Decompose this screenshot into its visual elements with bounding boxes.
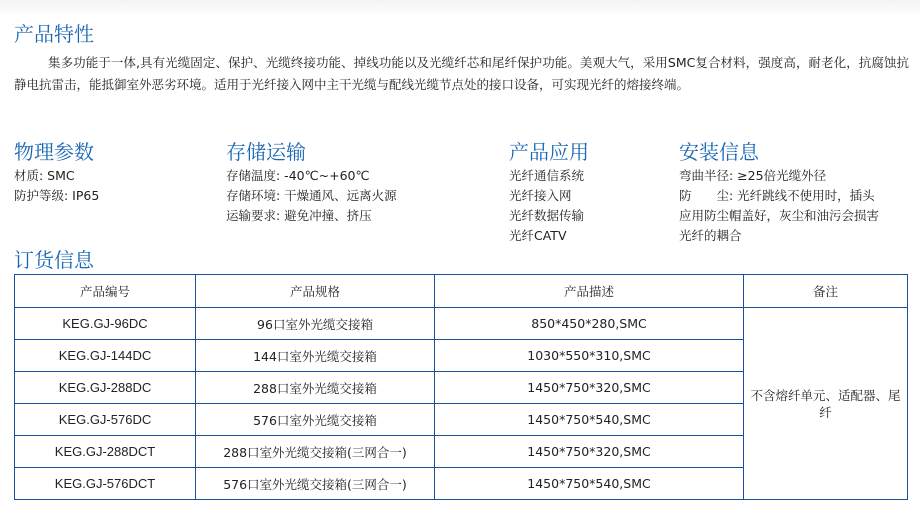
application-line: 光纤CATV [509,228,567,243]
product-spec-cell: 576口室外光缆交接箱 [196,404,435,436]
application-line: 光纤通信系统 [509,168,585,183]
column-header-description: 产品描述 [435,275,744,308]
storage-section [226,140,397,226]
product-description-cell: 1450*750*320,SMC [435,436,744,468]
product-code-cell: KEG.GJ-96DC [15,308,196,340]
physical-line: 防护等级: IP65 [14,188,100,203]
column-header-code: 产品编号 [15,275,196,308]
product-code-cell: KEG.GJ-576DC [15,404,196,436]
product-spec-cell: 288口室外光缆交接箱 [196,372,435,404]
product-features-title: 产品特性 [14,22,94,46]
product-features-description: 集多功能于一体,具有光缆固定、保护、光缆终接功能、掉线功能以及光缆纤芯和尾纤保护功能。美观大气，采用SMC复合材料，强度高，耐老化，抗腐蚀抗静电抗雷击，能抵御室外恶劣环境。适用于光纤接入网中主干光缆与配线光缆节点处的接口设备，可实现光纤的熔接终端。 [14,55,909,92]
column-header-spec: 产品规格 [196,275,435,308]
physical-line: 材质: SMC [14,168,75,183]
ordering-title: 订货信息 [14,248,94,272]
product-code-cell: KEG.GJ-288DCT [15,436,196,468]
product-code-cell: KEG.GJ-144DC [15,340,196,372]
table-header-row [15,275,908,308]
product-spec-cell: 144口室外光缆交接箱 [196,340,435,372]
table-row [15,308,908,340]
installation-line: 弯曲半径: ≥25倍光缆外径 [679,168,827,183]
product-spec-cell: 576口室外光缆交接箱(三网合一) [196,468,435,500]
storage-line: 存储温度: -40℃~+60℃ [226,168,370,183]
note-cell: 不含熔纤单元、适配器、尾纤 [744,308,908,500]
product-code-cell: KEG.GJ-576DCT [15,468,196,500]
installation-line: 光纤的耦合 [679,228,742,243]
storage-title: 存储运输 [226,140,306,164]
application-line: 光纤接入网 [509,188,572,203]
application-title: 产品应用 [509,140,589,164]
installation-line: 应用防尘帽盖好，灰尘和油污会损害 [679,208,880,223]
product-description-cell: 1450*750*320,SMC [435,372,744,404]
storage-line: 运输要求: 避免冲撞、挤压 [226,208,372,223]
installation-line: 防 尘: 光纤跳线不使用时，插头 [679,188,875,203]
installation-section [679,140,879,246]
product-code-cell: KEG.GJ-288DC [15,372,196,404]
application-section [509,140,589,246]
top-band [0,0,920,18]
product-description-cell: 850*450*280,SMC [435,308,744,340]
application-line: 光纤数据传输 [509,208,585,223]
installation-title: 安装信息 [679,140,759,164]
product-description-cell: 1450*750*540,SMC [435,404,744,436]
product-spec-cell: 288口室外光缆交接箱(三网合一) [196,436,435,468]
storage-line: 存储环境: 干燥通风、远离火源 [226,188,397,203]
product-description-cell: 1450*750*540,SMC [435,468,744,500]
physical-section [14,140,99,206]
product-description-cell: 1030*550*310,SMC [435,340,744,372]
column-header-note: 备注 [744,275,908,308]
ordering-table [14,274,908,500]
product-spec-cell: 96口室外光缆交接箱 [196,308,435,340]
physical-title: 物理参数 [14,140,94,164]
